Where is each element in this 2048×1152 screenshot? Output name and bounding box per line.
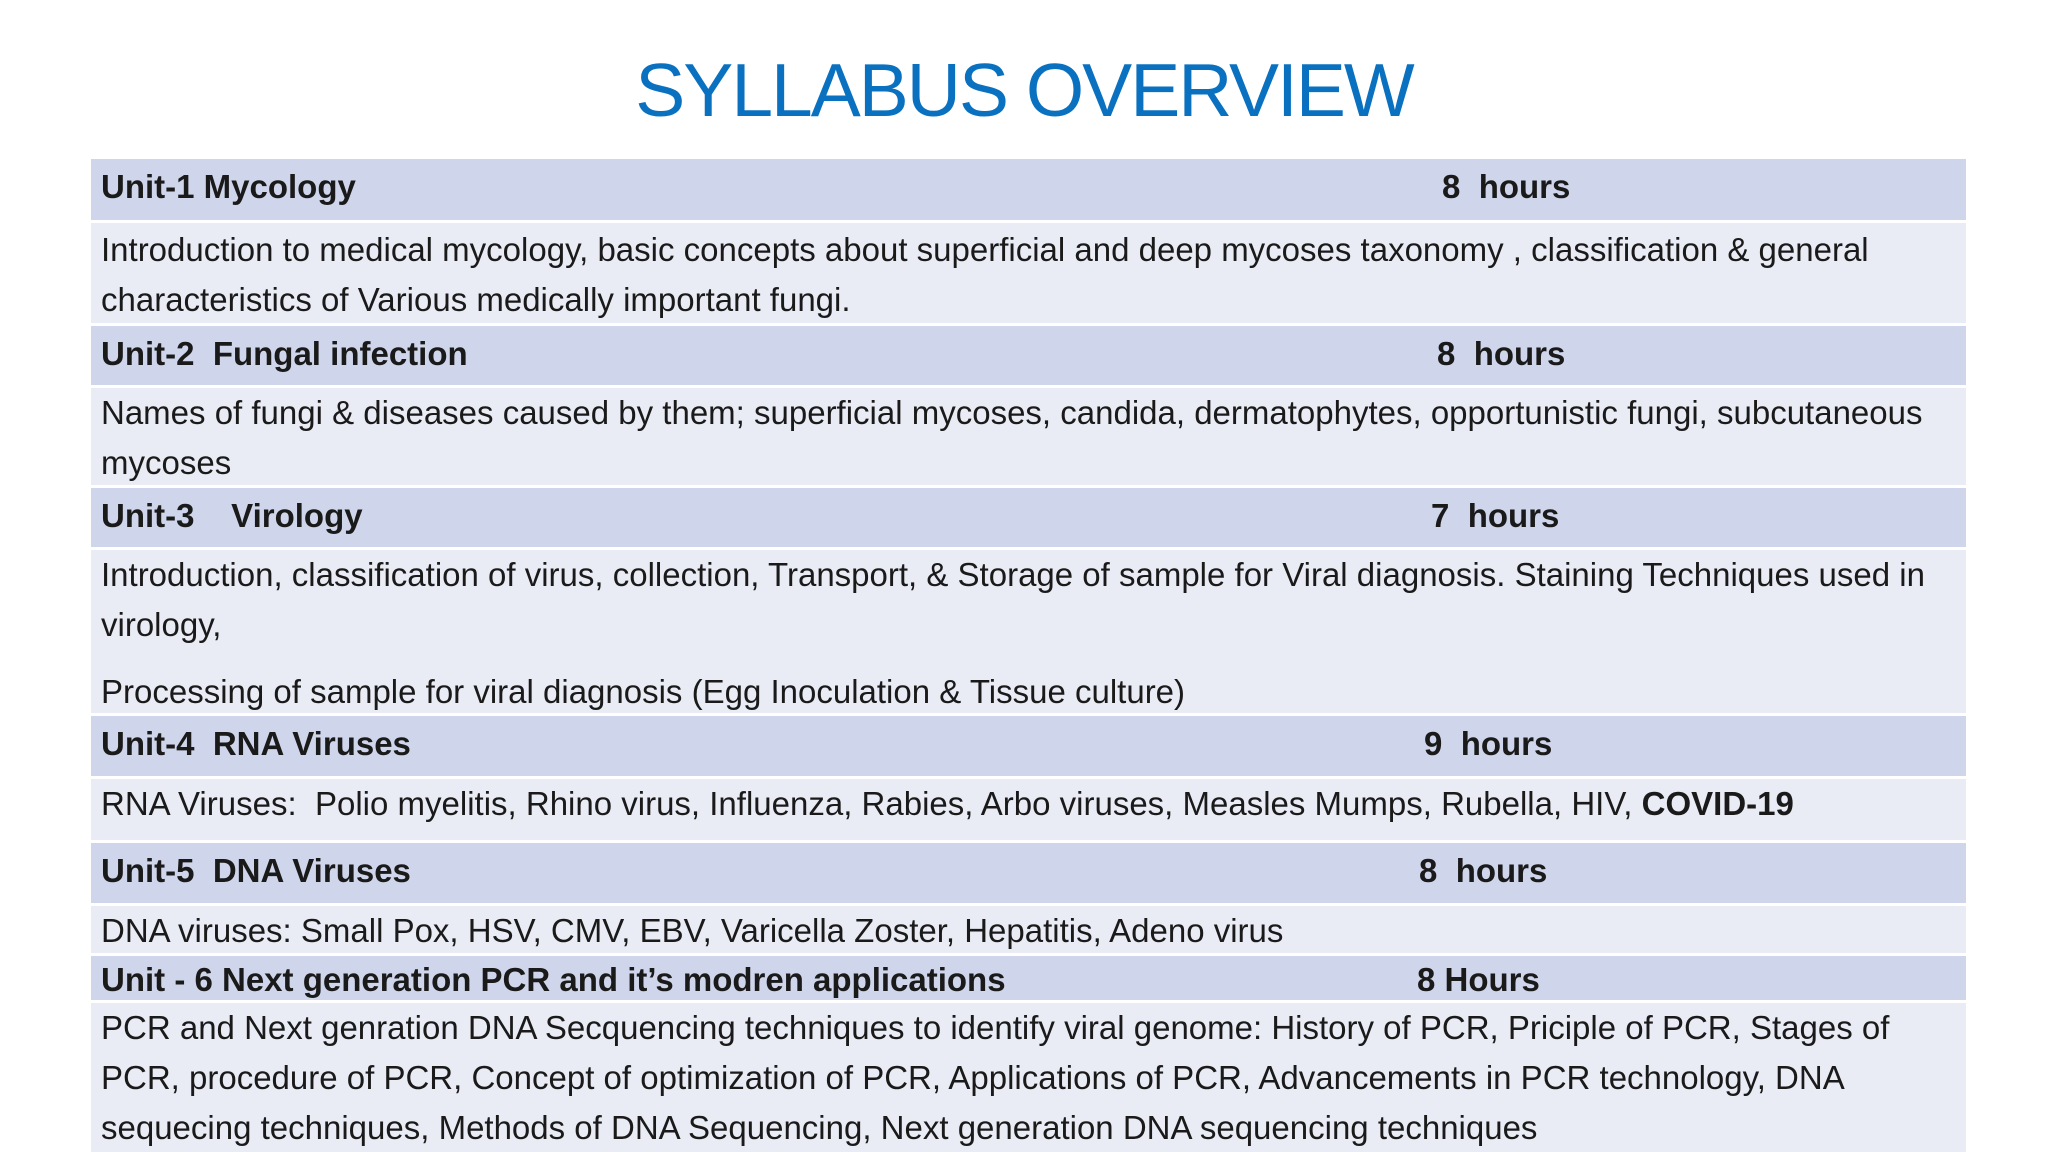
unit-5-hours: 8 hours (1419, 852, 1548, 889)
unit-3-header (91, 488, 1966, 550)
unit-2-header (91, 326, 1966, 388)
unit-5-name: Unit-5 DNA Viruses (101, 852, 411, 889)
unit-6-hours: 8 Hours (1417, 961, 1540, 998)
syllabus-table (91, 159, 1966, 1152)
unit-6-name: Unit - 6 Next generation PCR and it’s modren applications (101, 961, 1006, 998)
unit-3-description (91, 550, 1966, 716)
unit-5-paragraph: DNA viruses: Small Pox, HSV, CMV, EBV, Varicella Zoster, Hepatitis, Adeno virus (101, 912, 1284, 949)
unit-6-header (91, 956, 1966, 1003)
unit-4-paragraph (101, 779, 1966, 829)
slide-title: SYLLABUS OVERVIEW (635, 48, 1413, 132)
unit-4-covid-term: COVID-19 (1641, 785, 1794, 822)
unit-2-hours: 8 hours (1437, 335, 1566, 372)
unit-3-hours: 7 hours (1431, 497, 1560, 534)
unit-2-description (91, 388, 1966, 488)
unit-4-virus-list: RNA Viruses: Polio myelitis, Rhino virus, Influenza, Rabies, Arbo viruses, Measles Mumps, Rubella, HIV, (101, 785, 1642, 822)
unit-1-header (91, 159, 1966, 223)
unit-4-description (91, 779, 1966, 843)
unit-6-paragraph: PCR and Next genration DNA Secquencing techniques to identify viral genome: History of PCR, Priciple of PCR, Stages of PCR, procedure of PCR, Concept of optimization of PCR, Applications of PCR, Advancements in PCR technology, DNA sequecing techniques, Methods of DNA Sequencing, Next generation DNA sequencing techniques (101, 1009, 1890, 1146)
unit-4-name: Unit-4 RNA Viruses (101, 725, 411, 762)
unit-3-paragraph-1: Introduction, classification of virus, collection, Transport, & Storage of sample for Viral diagnosis. Staining Techniques used in virology, (101, 556, 1925, 643)
unit-1-hours: 8 hours (1442, 168, 1571, 205)
unit-3-paragraph-2: Processing of sample for viral diagnosis (Egg Inoculation & Tissue culture) (101, 673, 1186, 710)
unit-5-header (91, 843, 1966, 906)
unit-2-name: Unit-2 Fungal infection (101, 335, 468, 372)
unit-1-paragraph: Introduction to medical mycology, basic concepts about superficial and deep mycoses taxonomy , classification & general characteristics of Various medically important fungi. (101, 231, 1869, 318)
unit-1-name: Unit-1 Mycology (101, 168, 356, 205)
unit-4-header (91, 716, 1966, 779)
unit-4-hours: 9 hours (1424, 725, 1553, 762)
unit-1-description (91, 223, 1966, 326)
unit-5-description (91, 906, 1966, 956)
unit-2-paragraph: Names of fungi & diseases caused by them; superficial mycoses, candida, dermatophytes, opportunistic fungi, subcutaneous mycoses (101, 394, 1923, 481)
unit-3-name: Unit-3 Virology (101, 497, 363, 534)
unit-6-description (91, 1003, 1966, 1152)
